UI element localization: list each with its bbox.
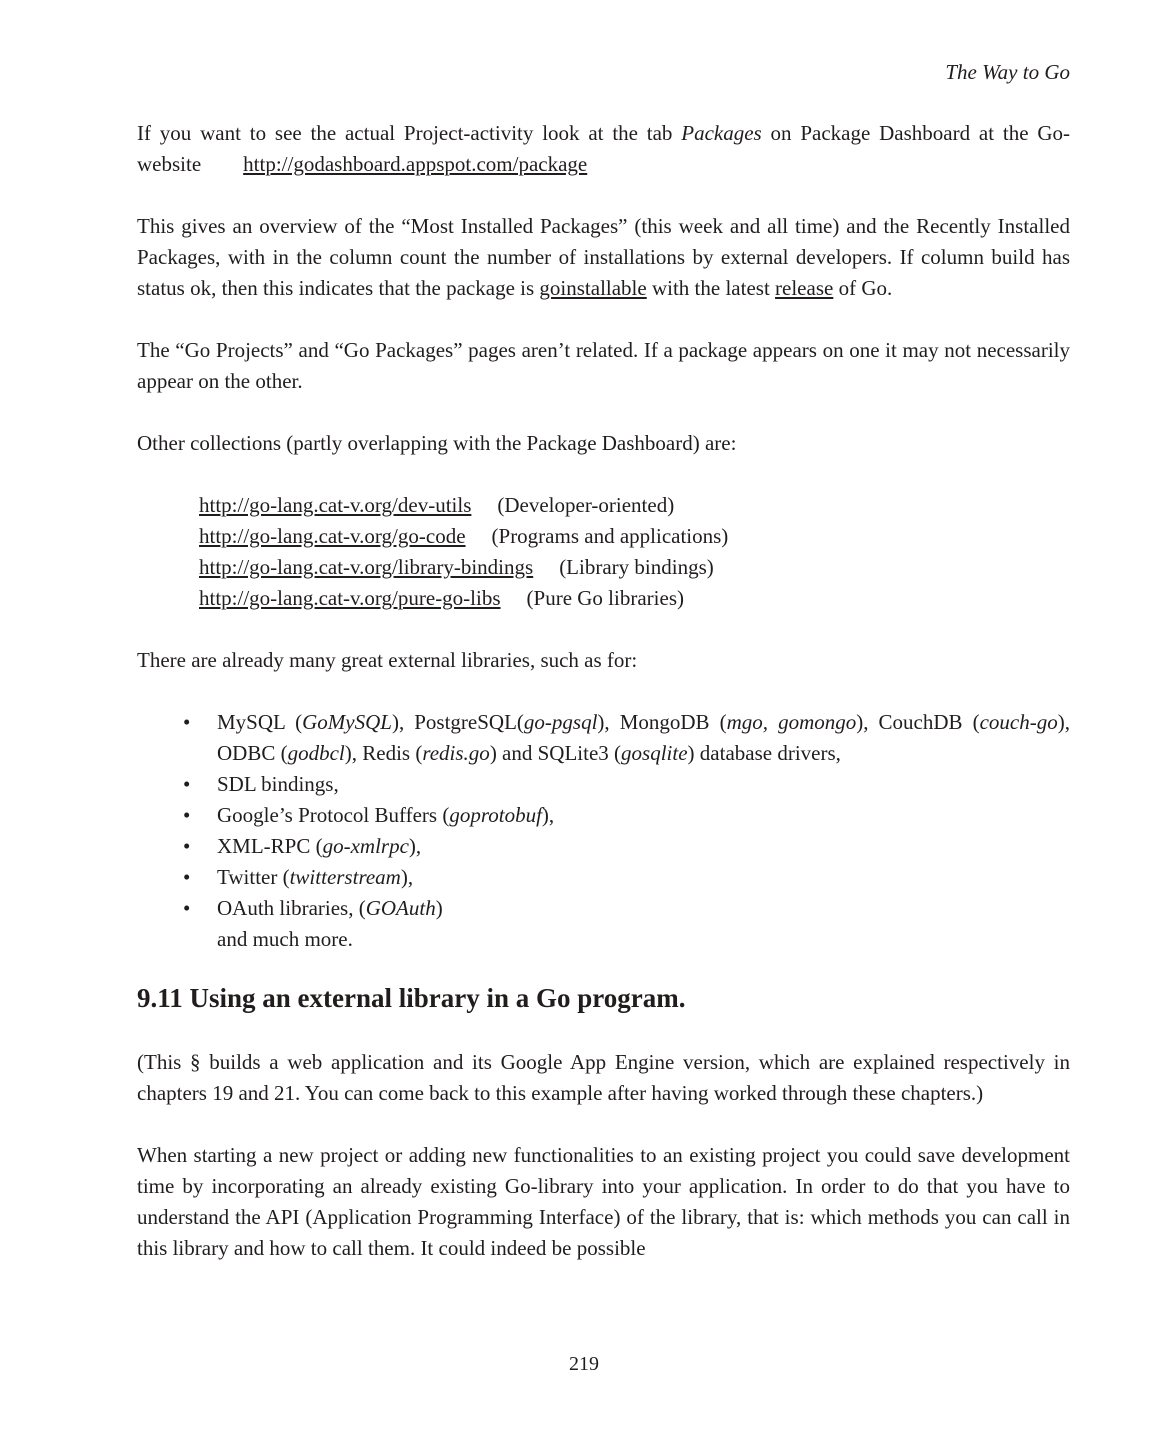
link-row [199, 490, 1070, 521]
text-segment: goprotobuf [449, 803, 542, 827]
text-segment: Twitter ( [217, 865, 290, 889]
text-segment: ), [541, 803, 555, 827]
text-segment: Packages [681, 121, 762, 145]
text-segment: ), CouchDB ( [856, 710, 980, 734]
text-segment: Other collections (partly overlapping with the Package Dashboard) are: [137, 431, 737, 455]
text-segment: ), MongoDB ( [597, 710, 727, 734]
bullet-item-databases [137, 707, 1070, 769]
text-segment: ), [400, 865, 414, 889]
text-segment: ), [408, 834, 422, 858]
text-segment: godbcl [287, 741, 345, 765]
text-segment: There are already many great external libraries, such as for: [137, 648, 638, 672]
bullet-continuation [137, 924, 1070, 955]
running-header: The Way to Go [945, 60, 1070, 84]
text-segment: gosqlite [621, 741, 688, 765]
page-number: 219 [569, 1353, 599, 1375]
bullet-item-oauth [137, 893, 1070, 924]
text-segment: MySQL ( [217, 710, 303, 734]
link-description: (Programs and applications) [491, 524, 729, 548]
section-heading: 9.11 Using an external library in a Go program. [137, 983, 686, 1013]
text-segment: XML-RPC ( [217, 834, 323, 858]
external-link-pure-go-libs[interactable]: http://go-lang.cat-v.org/pure-go-libs [199, 586, 501, 610]
text-segment: (This § builds a web application and its Google App Engine version, which are explained respectively in chapters 19 and 21. You can come back to this example after having worked through these chapters.) [137, 1050, 1070, 1105]
text-segment: The “Go Projects” and “Go Packages” pages aren’t related. If a package appears on one it may not necessarily appear on the other. [137, 338, 1070, 393]
text-segment: GoMySQL [302, 710, 392, 734]
link-description: (Pure Go libraries) [526, 586, 684, 610]
text-segment: If you want to see the actual Project-activity look at the tab [137, 121, 682, 145]
inline-link[interactable]: release [775, 276, 834, 300]
link-row [199, 583, 1070, 614]
text-segment: ) [435, 896, 443, 920]
bullet-item-protobuf [137, 800, 1070, 831]
text-segment: redis.go [422, 741, 490, 765]
text-segment: on Package Dashboard at the Go-website [137, 121, 1070, 176]
paragraph-chapter-note [137, 1047, 1070, 1109]
external-link-dev-utils[interactable]: http://go-lang.cat-v.org/dev-utils [199, 493, 472, 517]
link-description: (Developer-oriented) [497, 493, 675, 517]
text-segment: ) and SQLite3 ( [489, 741, 622, 765]
bullet-item-twitter [137, 862, 1070, 893]
inline-link[interactable]: http://godashboard.appspot.com/package [243, 152, 588, 176]
link-description: (Library bindings) [559, 555, 714, 579]
text-segment: couch-go [979, 710, 1058, 734]
text-segment: go-xmlrpc [322, 834, 409, 858]
text-segment: of Go. [833, 276, 893, 300]
text-segment: GOAuth [365, 896, 436, 920]
text-segment: ) database drivers, [687, 741, 841, 765]
link-row [199, 552, 1070, 583]
text-segment: SDL bindings, [217, 772, 339, 796]
bullet-item-sdl [137, 769, 1070, 800]
text-segment: twitterstream [289, 865, 401, 889]
link-row [199, 521, 1070, 552]
text-segment: mgo, gomongo [726, 710, 857, 734]
text-segment: go-pgsql [523, 710, 598, 734]
paragraph-new-project [137, 1140, 1070, 1264]
text-segment: When starting a new project or adding new functionalities to an existing project you could save development time by incorporating an already existing Go-library into your application. In order to do that you have to understand the API (Application Programming Interface) of the library, that is: which methods you can call in this library and how to call them. It could indeed be possible [137, 1143, 1070, 1260]
inline-link[interactable]: goinstallable [539, 276, 647, 300]
external-link-go-code[interactable]: http://go-lang.cat-v.org/go-code [199, 524, 466, 548]
link-list [199, 490, 1070, 614]
text-segment: with the latest [646, 276, 776, 300]
library-bullet-list [137, 707, 1070, 924]
text-segment: OAuth libraries, ( [217, 896, 366, 920]
paragraph-projects-packages [137, 335, 1070, 397]
paragraph-other-collections [137, 428, 1070, 459]
text-segment: This gives an overview of the “Most Installed Packages” (this week and all time) and the Recently Installed Packages, with in the column count the number of installations by external developers. If column build has status ok, then this indicates that the package is [137, 214, 1070, 300]
paragraph-intro [137, 118, 1070, 180]
text-segment: ), PostgreSQL( [391, 710, 524, 734]
text-segment: and much more. [217, 927, 353, 951]
text-segment: ), Redis ( [344, 741, 423, 765]
text-segment: ), ODBC ( [217, 710, 1070, 765]
external-link-library-bindings[interactable]: http://go-lang.cat-v.org/library-bindings [199, 555, 534, 579]
bullet-item-xmlrpc [137, 831, 1070, 862]
paragraph-overview [137, 211, 1070, 304]
paragraph-external-libraries [137, 645, 1070, 676]
text-segment: Google’s Protocol Buffers ( [217, 803, 450, 827]
